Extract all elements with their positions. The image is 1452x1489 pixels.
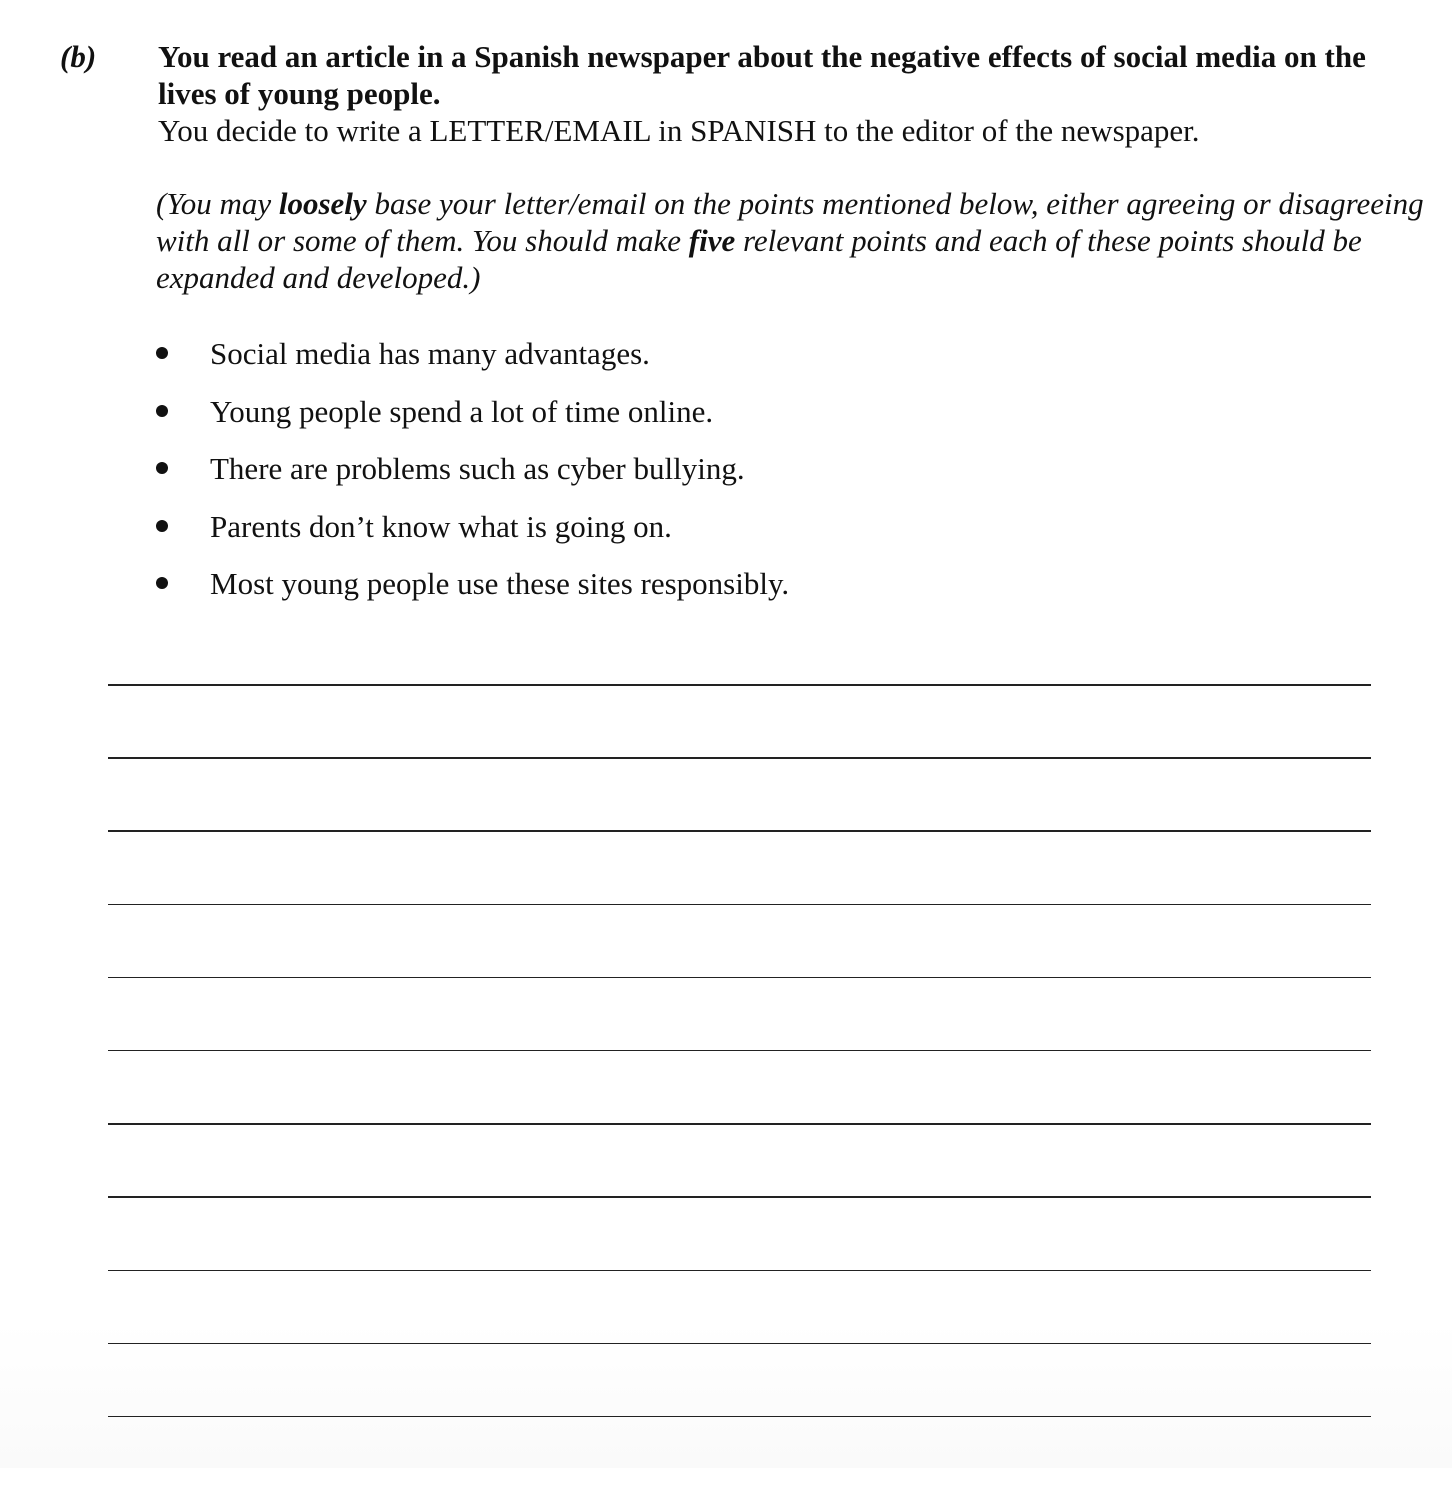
answer-line[interactable] (108, 1123, 1371, 1125)
question-heading: You read an article in a Spanish newspaper about the negative effects of social media on the lives of young people. (158, 39, 1366, 111)
point-text: Young people spend a lot of time online. (210, 393, 714, 429)
point-text: Parents don’t know what is going on. (210, 508, 672, 544)
answer-line[interactable] (108, 977, 1371, 979)
bullet-icon (156, 347, 168, 359)
answer-line[interactable] (108, 1050, 1371, 1052)
answer-line[interactable] (108, 904, 1371, 906)
point-text: Social media has many advantages. (210, 336, 650, 371)
answer-line[interactable] (108, 1270, 1371, 1272)
question-label: (b) (60, 39, 97, 74)
instructions-emphasis-five: five (688, 223, 736, 258)
point-text: Most young people use these sites responsibly. (210, 566, 790, 601)
instructions (156, 185, 1426, 296)
instructions-emphasis-loosely: loosely (278, 186, 367, 221)
answer-line[interactable] (108, 1416, 1371, 1418)
instructions-part-2: base your letter/email on the points mentioned below, either agreeing or disagreeing with all or some of them. You should make (156, 186, 1424, 258)
answer-line[interactable] (108, 757, 1371, 759)
bullet-icon (156, 520, 168, 532)
instructions-part-1: (You may (156, 186, 279, 221)
bullet-icon (156, 462, 168, 474)
task-statement: You decide to write a LETTER/EMAIL in SPANISH to the editor of the newspaper. (158, 113, 1200, 148)
answer-line[interactable] (108, 1343, 1371, 1345)
point-text: There are problems such as cyber bullying. (210, 451, 745, 486)
answer-line[interactable] (108, 1196, 1371, 1198)
answer-line[interactable] (108, 830, 1371, 832)
answer-area[interactable] (108, 684, 1371, 1489)
bullet-icon (156, 405, 168, 417)
instructions-part-3: relevant points and each of these points should be expanded and developed.) (156, 223, 1362, 295)
bullet-icon (156, 577, 168, 589)
answer-line[interactable] (108, 684, 1371, 686)
